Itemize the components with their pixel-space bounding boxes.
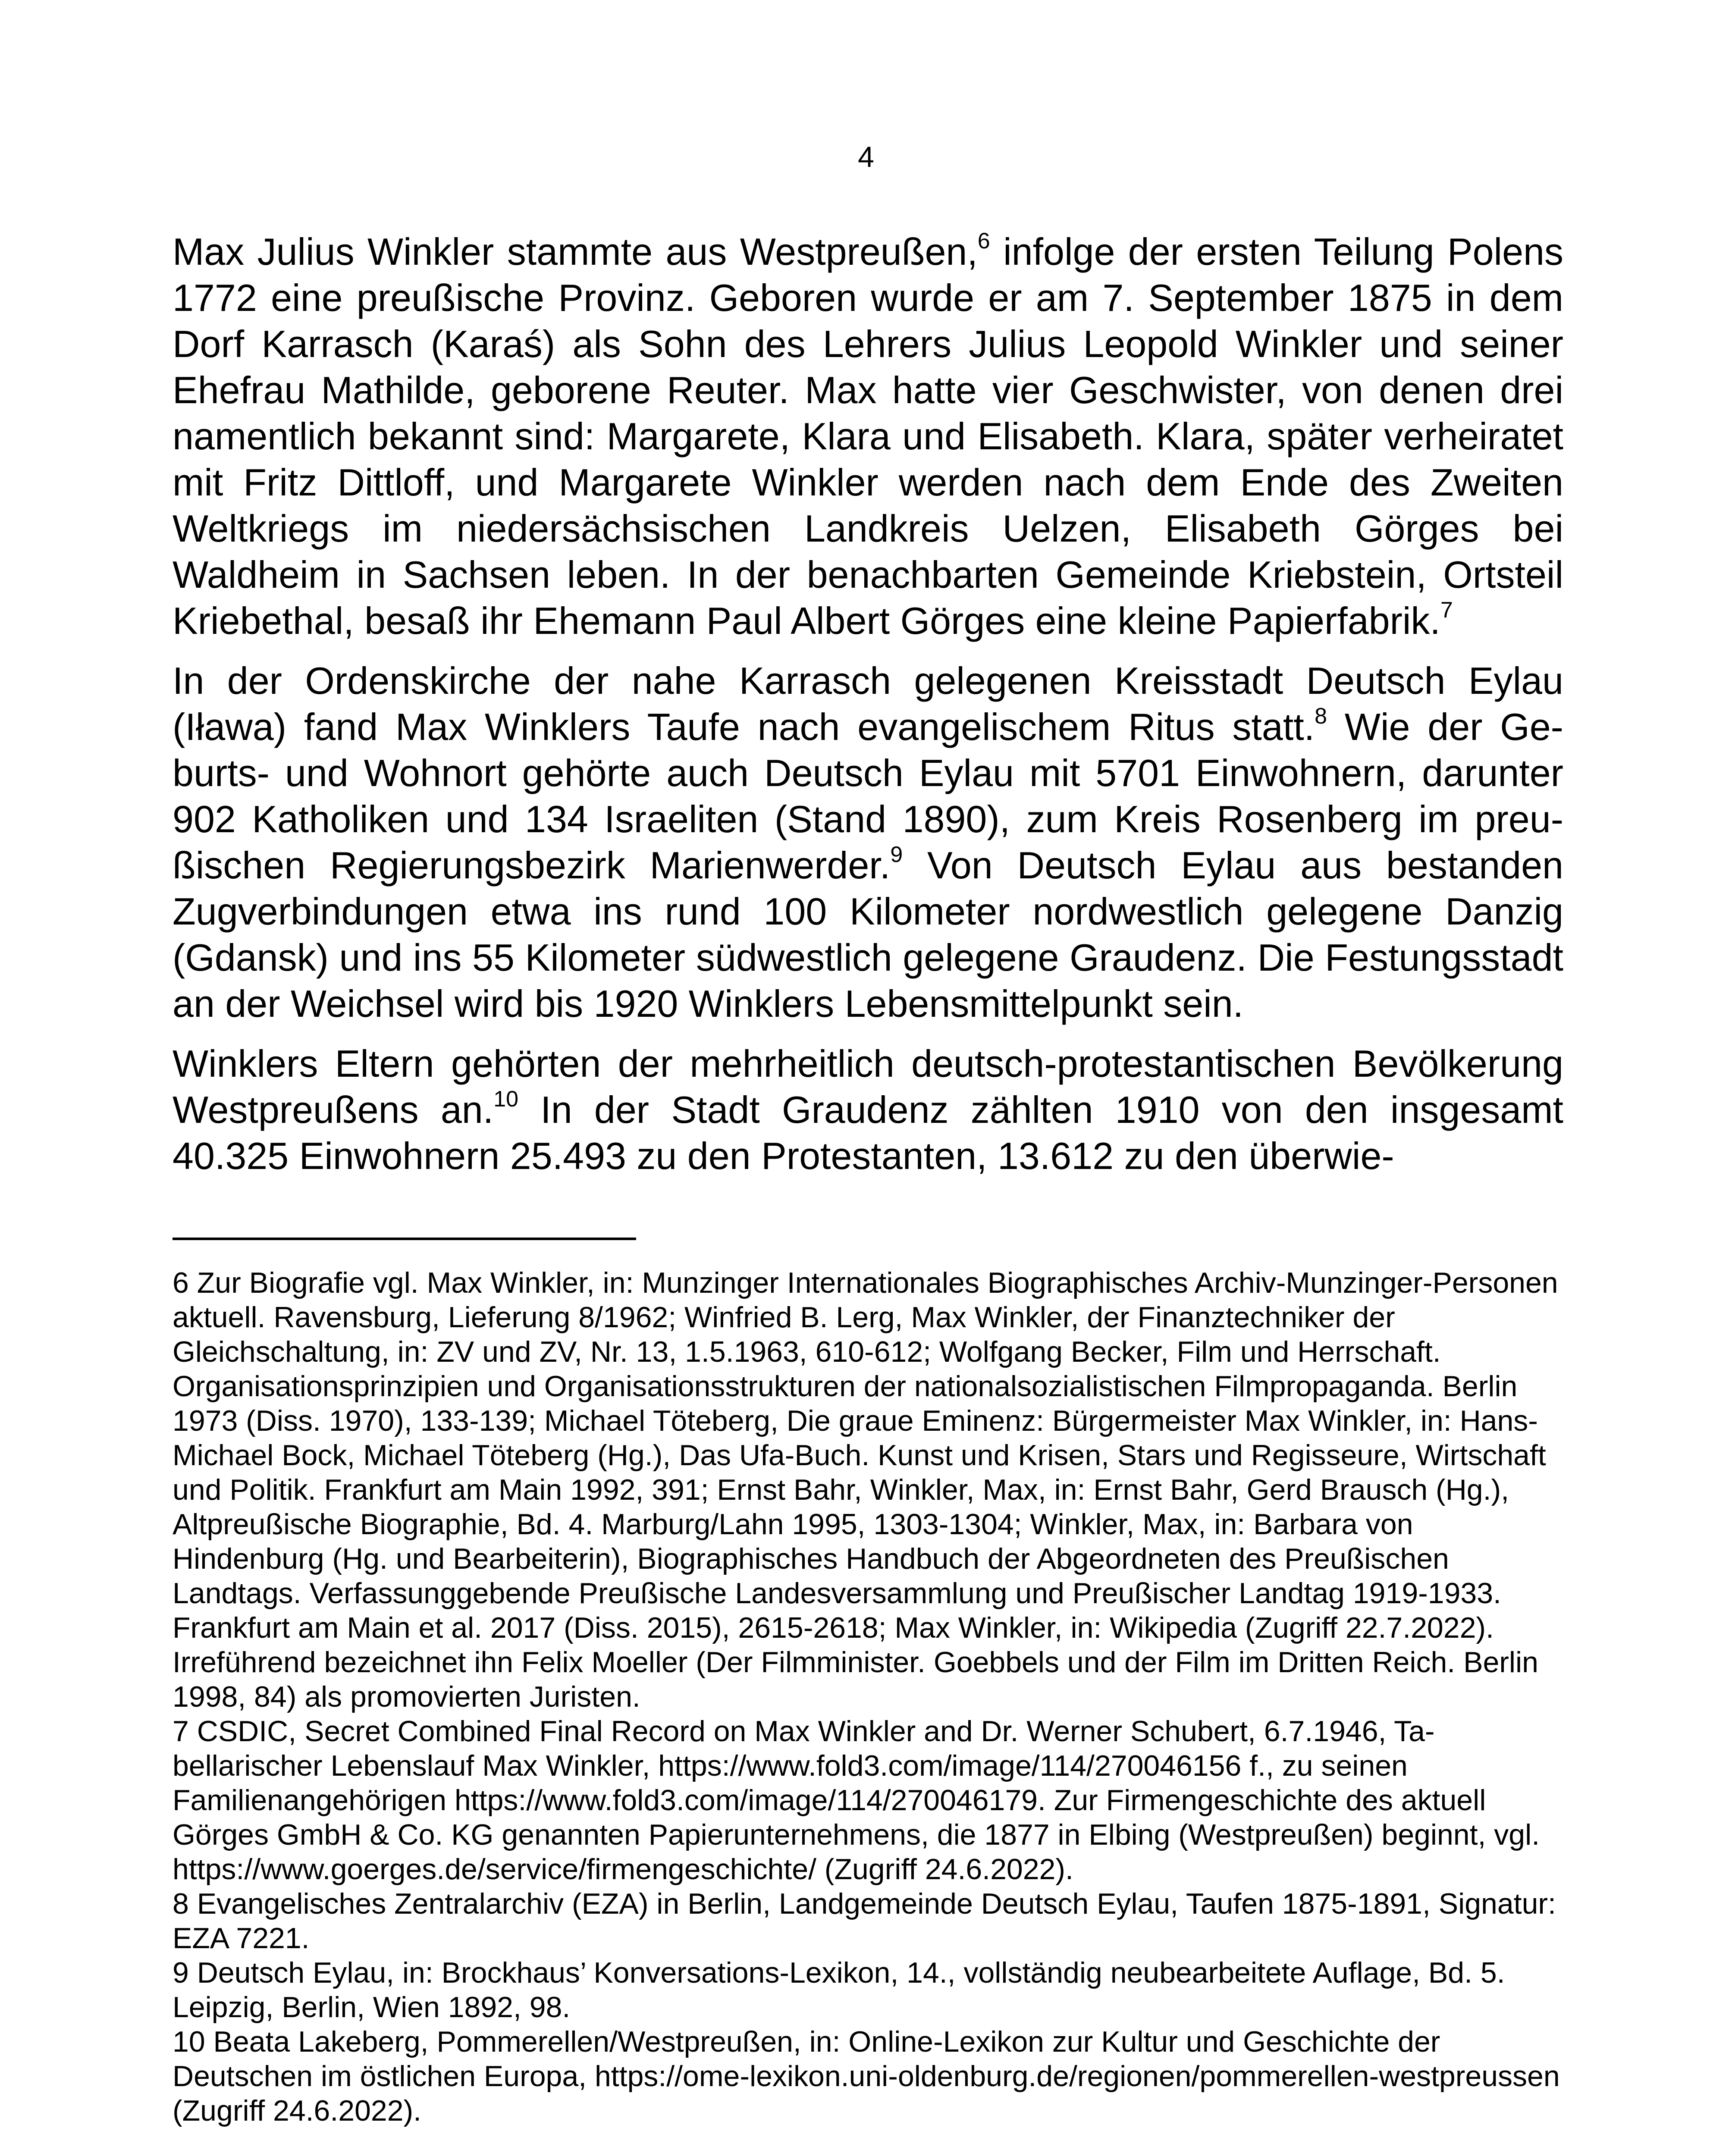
footnote-marker: 10 (493, 1086, 519, 1112)
footnote-marker: 9 (890, 842, 903, 867)
paragraph-text: Winklers Eltern gehörten der mehrheitlich deutsch-protestantischen Bevölkerung Westpreußens an. (173, 1042, 1563, 1131)
footnote-marker: 8 (1315, 703, 1327, 729)
paragraph-text: Von Deutsch Eylau aus bestanden Zugverbindungen etwa ins rund 100 Kilometer nordwestlich gelegene Danzig (Gdansk) und ins 55 Kilometer südwestlich gelegene Graudenz. Die Festungsstadt an der Weichsel wird bis 1920 Winklers Lebensmittelpunkt sein. (173, 844, 1563, 1025)
page-number: 4 (858, 141, 874, 173)
paragraph (173, 658, 1563, 1027)
footnote: 6 Zur Biografie vgl. Max Winkler, in: Munzinger Internationales Biographisches Archiv-Munzinger-Personen aktuell. Ravensburg, Lieferung 8/1962; Winfried B. Lerg, Max Winkler, der Finanztechniker der Gleichschaltung, in: ZV und ZV, Nr. 13, 1.5.1963, 610-612; Wolfgang Becker, Film und Herrschaft. Organisationsprinzipien und Organisationsstrukturen der nationalsozialistischen Filmpropaganda. Berlin 1973 (Diss. 1970), 133-139; Michael Töteberg, Die graue Eminenz: Bürgermeister Max Winkler, in: Hans-Michael Bock, Michael Töteberg (Hg.), Das Ufa-Buch. Kunst und Krisen, Stars und Regisseure, Wirtschaft und Politik. Frankfurt am Main 1992, 391; Ernst Bahr, Winkler, Max, in: Ernst Bahr, Gerd Brausch (Hg.), Altpreußische Biographie, Bd. 4. Marburg/Lahn 1995, 1303-1304; Winkler, Max, in: Barbara von Hindenburg (Hg. und Bearbeiterin), Biographisches Handbuch der Abgeordneten des Preußischen Landtags. Verfassunggebende Preußische Landesversammlung und Preußischer Landtag 1919-1933. Frankfurt am Main et al. 2017 (Diss. 2015), 2615-2618; Max Winkler, in: Wikipedia (Zugriff 22.7.2022). Irreführend bezeichnet ihn Felix Moeller (Der Filmminister. Goebbels und der Film im Dritten Reich. Berlin 1998, 84) als promovierten Juristen. (173, 1266, 1558, 1713)
footnote-marker: 6 (977, 228, 990, 254)
footnote: 7 CSDIC, Secret Combined Final Record on Max Winkler and Dr. Werner Schubert, 6.7.1946, Tabellarischer Lebenslauf Max Winkler, https://www.fold3.com/image/114/270046156 f., zu seinen Familienangehörigen https://www.fold3.com/image/114/270046179. Zur Firmengeschichte des aktuell Görges GmbH & Co. KG genannten Papierunternehmens, die 1877 in Elbing (Westpreußen) beginnt, vgl. https://www.goerges.de/service/firmengeschichte/ (Zugriff 24.6.2022). (173, 1715, 1540, 1886)
footnote-separator (173, 1238, 636, 1240)
paragraph (173, 1040, 1563, 1179)
body-text (173, 229, 1563, 1193)
footnote: 10 Beata Lakeberg, Pommerellen/Westpreußen, in: Online-Lexikon zur Kultur und Geschichte der Deutschen im östlichen Europa, https://ome-lexikon.uni-oldenburg.de/regionen/pommerellen-westpreussen (Zugriff 24.6.2022). (173, 2025, 1560, 2127)
paragraph-text: In der Ordenskirche der nahe Karrasch gelegenen Kreisstadt Deutsch Eylau (Iława) fand Max Winklers Taufe nach evangelischem Ritus statt. (173, 659, 1563, 748)
footnote: 8 Evangelisches Zentralarchiv (EZA) in Berlin, Landgemeinde Deutsch Eylau, Taufen 1875-1891, Signatur: EZA 7221. (173, 1887, 1556, 1955)
paragraph-text: Max Julius Winkler stammte aus Westpreußen, (173, 230, 978, 273)
footnote: 9 Deutsch Eylau, in: Brockhaus’ Konversations-Lexikon, 14., vollständig neubearbeitete Auflage, Bd. 5. Leipzig, Berlin, Wien 1892, 98. (173, 1956, 1505, 2024)
footnote-marker: 7 (1440, 597, 1453, 623)
paragraph-text: In der Stadt Graudenz zählten 1910 von den insgesamt 40.325 Einwohnern 25.493 zu den Protestanten, 13.612 zu den überwie- (173, 1088, 1564, 1177)
paragraph (173, 229, 1563, 644)
paragraph-text: infolge der ersten Teilung Polens 1772 eine preußische Provinz. Geboren wurde er am 7. September 1875 in dem Dorf Karrasch (Karaś) als Sohn des Lehrers Julius Leopold Winkler und seiner Ehefrau Mathilde, geborene Reuter. Max hatte vier Geschwister, von denen drei namentlich bekannt sind: Margarete, Klara und Elisabeth. Klara, später verheiratet mit Fritz Dittloff, und Margarete Winkler werden nach dem Ende des Zweiten Weltkriegs im niedersächsischen Landkreis Uelzen, Elisabeth Görges bei Waldheim in Sachsen leben. In der benachbarten Gemeinde Kriebstein, Ortsteil Kriebethal, besaß ihr Ehemann Paul Albert Görges eine kleine Papierfabrik. (173, 230, 1563, 642)
footnotes (173, 1266, 1563, 2128)
paragraph-text: Wie der Geburts- und Wohnort gehörte auch Deutsch Eylau mit 5701 Einwohnern, darunter 902 Katholiken und 134 Israeliten (Stand 1890), zum Kreis Rosenberg im preußischen Regierungsbezirk Marienwerder. (173, 705, 1563, 887)
